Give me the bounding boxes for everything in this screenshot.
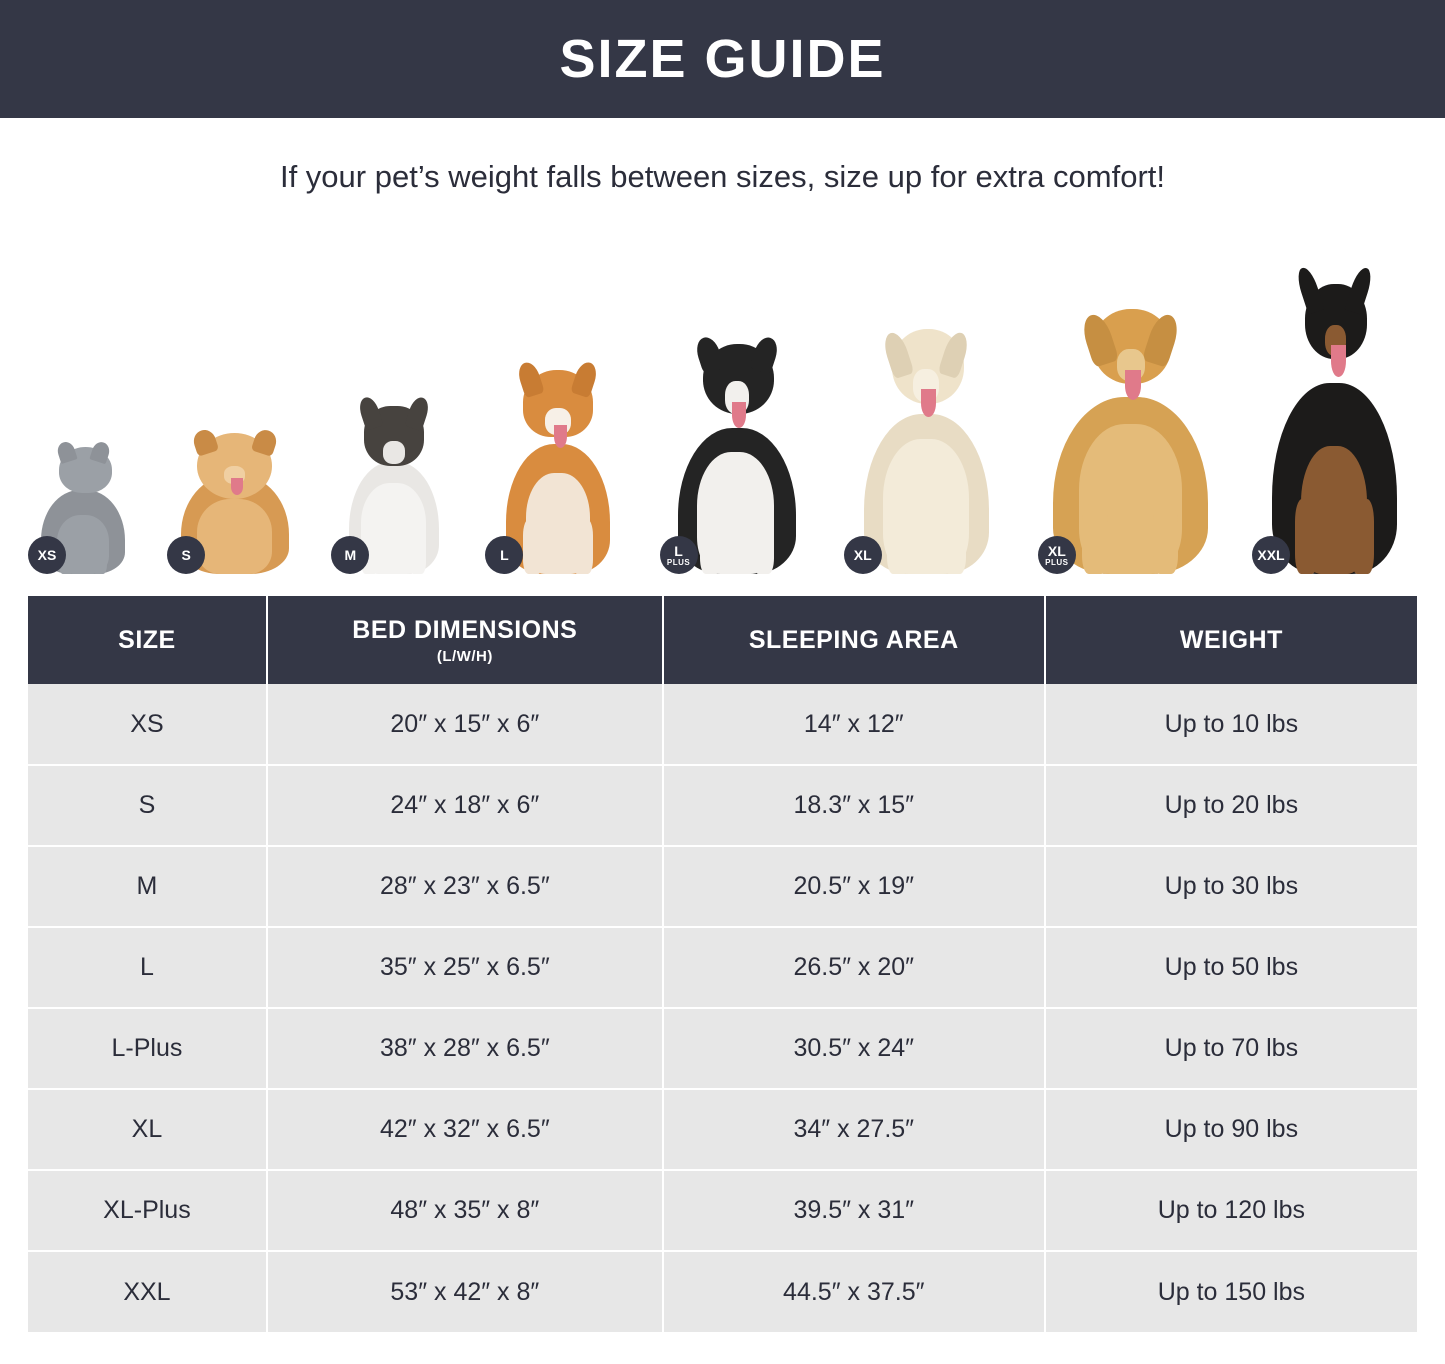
- column-header-sleeping-area-label: SLEEPING AREA: [748, 625, 959, 654]
- column-header-dimensions-label: BED DIMENSIONS: [352, 615, 578, 644]
- table-body: [28, 684, 1417, 1332]
- cell-weight: Up to 150 lbs: [1045, 1251, 1417, 1332]
- cell-sleeping-area: 26.5″ x 20″: [663, 927, 1045, 1008]
- column-header-size-label: SIZE: [118, 625, 176, 654]
- cell-sleeping-area: 14″ x 12″: [663, 684, 1045, 765]
- column-header-sleeping-area: [663, 596, 1045, 684]
- pet-figure-xl-plus: [1038, 306, 1223, 574]
- cell-size: L-Plus: [28, 1008, 267, 1089]
- column-header-dimensions-sublabel: (L/W/H): [436, 647, 493, 665]
- cell-size: XS: [28, 684, 267, 765]
- cell-weight: Up to 30 lbs: [1045, 846, 1417, 927]
- golden-retriever-silhouette: [1038, 306, 1223, 574]
- pet-figure-xxl: [1252, 284, 1417, 574]
- pet-figure-m: [331, 399, 456, 574]
- cell-size: S: [28, 765, 267, 846]
- cell-dimensions: 38″ x 28″ x 6.5″: [267, 1008, 663, 1089]
- table-row: [28, 1089, 1417, 1170]
- size-badge-label: L: [500, 547, 509, 563]
- doberman-silhouette: [1252, 284, 1417, 574]
- table-row: [28, 765, 1417, 846]
- size-badge-label: M: [344, 547, 357, 563]
- cell-dimensions: 48″ x 35″ x 8″: [267, 1170, 663, 1251]
- size-badge-xl: [844, 536, 882, 574]
- cell-dimensions: 42″ x 32″ x 6.5″: [267, 1089, 663, 1170]
- size-badge-label: XL: [853, 547, 872, 563]
- size-badge-label: S: [181, 547, 191, 563]
- size-badge-label: XS: [37, 547, 57, 563]
- cell-weight: Up to 50 lbs: [1045, 927, 1417, 1008]
- cell-weight: Up to 10 lbs: [1045, 684, 1417, 765]
- cell-weight: Up to 20 lbs: [1045, 765, 1417, 846]
- header-banner: [0, 0, 1445, 118]
- pet-size-illustration-row: [28, 244, 1417, 574]
- pet-figure-l: [485, 364, 630, 574]
- cell-size: XXL: [28, 1251, 267, 1332]
- size-badge-label: XXL: [1257, 547, 1285, 563]
- column-header-weight-label: WEIGHT: [1179, 625, 1283, 654]
- pet-figure-l-plus: [660, 339, 815, 574]
- size-badge-xxl: [1252, 536, 1290, 574]
- column-header-dimensions: [267, 596, 663, 684]
- table-row: [28, 846, 1417, 927]
- size-badge-sublabel: PLUS: [666, 557, 691, 567]
- subtitle-row: [0, 118, 1445, 236]
- cell-weight: Up to 90 lbs: [1045, 1089, 1417, 1170]
- table-row: [28, 1170, 1417, 1251]
- cell-dimensions: 24″ x 18″ x 6″: [267, 765, 663, 846]
- table-row: [28, 1008, 1417, 1089]
- cell-size: XL-Plus: [28, 1170, 267, 1251]
- subtitle-text: If your pet’s weight falls between sizes, size up for extra comfort!: [279, 159, 1166, 194]
- size-badge-sublabel: PLUS: [1045, 557, 1069, 567]
- table-row: [28, 684, 1417, 765]
- pet-figure-xs: [28, 439, 138, 574]
- cell-sleeping-area: 34″ x 27.5″: [663, 1089, 1045, 1170]
- column-header-weight: [1045, 596, 1417, 684]
- table-header-row: [28, 596, 1417, 684]
- size-table-container: [28, 596, 1417, 1332]
- cell-weight: Up to 70 lbs: [1045, 1008, 1417, 1089]
- cell-sleeping-area: 44.5″ x 37.5″: [663, 1251, 1045, 1332]
- size-badge-xl-plus: [1038, 536, 1076, 574]
- cell-dimensions: 28″ x 23″ x 6.5″: [267, 846, 663, 927]
- size-badge-label: XL: [1047, 542, 1066, 559]
- pet-figure-xl: [844, 324, 1009, 574]
- cell-dimensions: 53″ x 42″ x 8″: [267, 1251, 663, 1332]
- cell-sleeping-area: 39.5″ x 31″: [663, 1170, 1045, 1251]
- size-table: [28, 596, 1417, 1332]
- column-header-size: [28, 596, 267, 684]
- cell-sleeping-area: 30.5″ x 24″: [663, 1008, 1045, 1089]
- page-title: SIZE GUIDE: [559, 29, 886, 89]
- table-row: [28, 927, 1417, 1008]
- size-badge-xs: [28, 536, 66, 574]
- table-header: [28, 596, 1417, 684]
- cell-dimensions: 35″ x 25″ x 6.5″: [267, 927, 663, 1008]
- size-badge-label: L: [674, 542, 683, 559]
- pet-figure-s: [167, 424, 302, 574]
- cell-weight: Up to 120 lbs: [1045, 1170, 1417, 1251]
- cell-dimensions: 20″ x 15″ x 6″: [267, 684, 663, 765]
- cell-size: XL: [28, 1089, 267, 1170]
- cell-size: L: [28, 927, 267, 1008]
- size-badge-l-plus: [660, 536, 698, 574]
- cell-size: M: [28, 846, 267, 927]
- cell-sleeping-area: 18.3″ x 15″: [663, 765, 1045, 846]
- cell-sleeping-area: 20.5″ x 19″: [663, 846, 1045, 927]
- size-badge-s: [167, 536, 205, 574]
- table-row: [28, 1251, 1417, 1332]
